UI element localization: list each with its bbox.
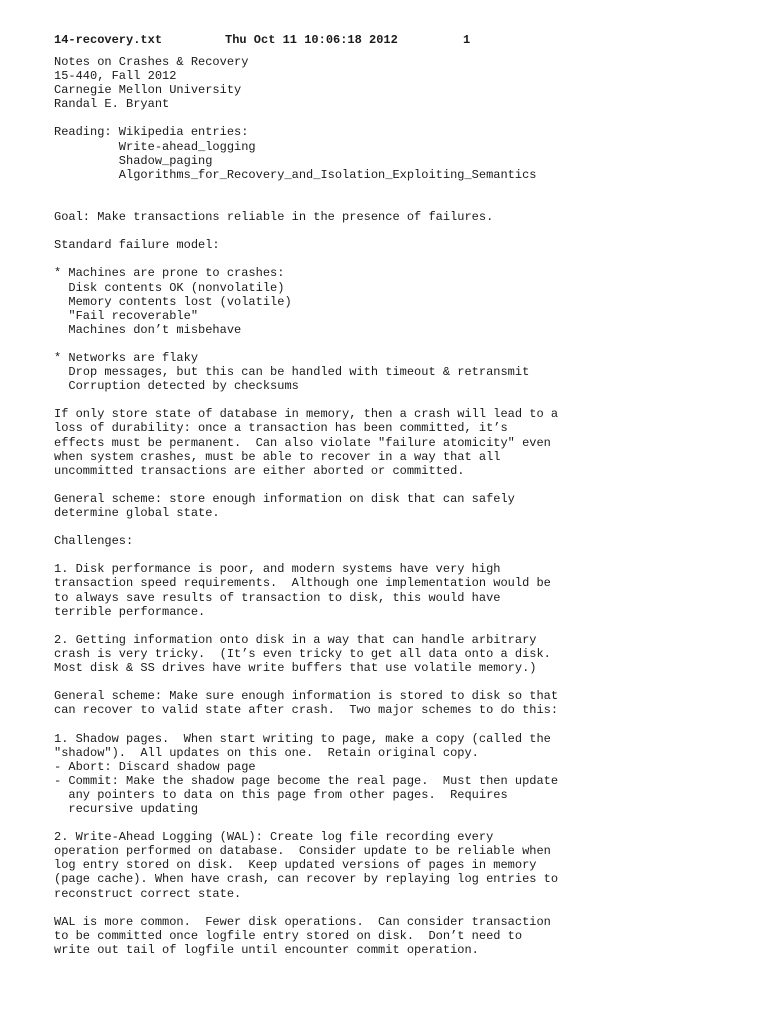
text-line: Memory contents lost (volatile) xyxy=(54,294,292,309)
text-line: Drop messages, but this can be handled with timeout & retransmit xyxy=(54,365,530,380)
text-line: effects must be permanent. Can also violate "failure atomicity" even xyxy=(54,435,551,450)
text-line: transaction speed requirements. Although one implementation would be xyxy=(54,576,551,591)
text-line: If only store state of database in memory, then a crash will lead to a xyxy=(54,407,559,422)
text-line xyxy=(54,478,754,492)
text-line: Corruption detected by checksums xyxy=(54,379,299,394)
text-line: 1. Shadow pages. When start writing to page, make a copy (called the xyxy=(54,731,551,746)
text-line: * Networks are flaky xyxy=(54,350,199,365)
text-line: (page cache). When have crash, can recover by replaying log entries to xyxy=(54,872,559,887)
text-line: crash is very tricky. (It’s even tricky to get all data onto a disk. xyxy=(54,646,551,661)
text-line xyxy=(54,182,754,196)
text-line: terrible performance. xyxy=(54,604,206,619)
text-line xyxy=(54,393,754,407)
text-line xyxy=(54,619,754,633)
text-line: Reading: Wikipedia entries: xyxy=(54,125,249,140)
text-line xyxy=(54,224,754,238)
text-line xyxy=(54,520,754,534)
header-filename: 14-recovery.txt xyxy=(54,33,163,47)
text-line: - Abort: Discard shadow page xyxy=(54,759,256,774)
text-line: 15-440, Fall 2012 xyxy=(54,69,177,84)
text-line xyxy=(54,252,754,266)
text-line xyxy=(54,111,754,125)
text-line xyxy=(54,901,754,915)
text-line: Challenges: xyxy=(54,534,134,549)
text-line: Write-ahead_logging xyxy=(54,139,256,154)
text-line: General scheme: store enough information on disk that can safely xyxy=(54,491,515,506)
text-line: loss of durability: once a transaction has been committed, it’s xyxy=(54,421,508,436)
text-line: write out tail of logfile until encounter commit operation. xyxy=(54,942,479,957)
text-line: Goal: Make transactions reliable in the presence of failures. xyxy=(54,210,494,225)
text-line: Most disk & SS drives have write buffers that use volatile memory.) xyxy=(54,661,537,676)
text-line: log entry stored on disk. Keep updated versions of pages in memory xyxy=(54,858,537,873)
text-line: to always save results of transaction to disk, this would have xyxy=(54,590,501,605)
text-line: - Commit: Make the shadow page become the real page. Must then update xyxy=(54,773,559,788)
text-line: Notes on Crashes & Recovery xyxy=(54,55,249,69)
text-line: Disk contents OK (nonvolatile) xyxy=(54,280,285,295)
text-line: Standard failure model: xyxy=(54,238,220,253)
header-date: Thu Oct 11 10:06:18 2012 xyxy=(225,33,398,47)
text-line: can recover to valid state after crash. Two major schemes to do this: xyxy=(54,703,559,718)
header-page-number: 1 xyxy=(463,33,471,47)
text-line xyxy=(54,717,754,731)
text-line xyxy=(54,816,754,830)
text-line: Shadow_paging xyxy=(54,153,213,168)
text-line: Randal E. Bryant xyxy=(54,97,170,112)
text-line: * Machines are prone to crashes: xyxy=(54,266,285,281)
text-line: operation performed on database. Consider update to be reliable when xyxy=(54,844,551,859)
text-line: Carnegie Mellon University xyxy=(54,83,242,98)
text-line: 1. Disk performance is poor, and modern systems have very high xyxy=(54,562,501,577)
text-line: recursive updating xyxy=(54,801,199,816)
page-header xyxy=(54,33,754,47)
text-line: uncommitted transactions are either aborted or committed. xyxy=(54,463,465,478)
text-line: "Fail recoverable" xyxy=(54,308,199,323)
text-line: Algorithms_for_Recovery_and_Isolation_Exploiting_Semantics xyxy=(54,167,537,182)
text-line: 2. Getting information onto disk in a way that can handle arbitrary xyxy=(54,632,537,647)
text-line: determine global state. xyxy=(54,506,220,520)
text-line: when system crashes, must be able to recover in a way that all xyxy=(54,449,501,464)
text-line: 2. Write-Ahead Logging (WAL): Create log file recording every xyxy=(54,830,494,845)
text-line: Machines don’t misbehave xyxy=(54,322,242,337)
text-line: reconstruct correct state. xyxy=(54,886,242,901)
document-body xyxy=(54,55,754,957)
text-line: "shadow"). All updates on this one. Retain original copy. xyxy=(54,745,479,760)
text-line xyxy=(54,196,754,210)
text-line: WAL is more common. Fewer disk operations. Can consider transaction xyxy=(54,914,551,929)
text-line xyxy=(54,337,754,351)
text-line: any pointers to data on this page from other pages. Requires xyxy=(54,787,508,802)
text-line: General scheme: Make sure enough information is stored to disk so that xyxy=(54,689,559,704)
text-line xyxy=(54,675,754,689)
text-line xyxy=(54,548,754,562)
document-page xyxy=(54,33,754,957)
text-line: to be committed once logfile entry stored on disk. Don’t need to xyxy=(54,928,523,943)
